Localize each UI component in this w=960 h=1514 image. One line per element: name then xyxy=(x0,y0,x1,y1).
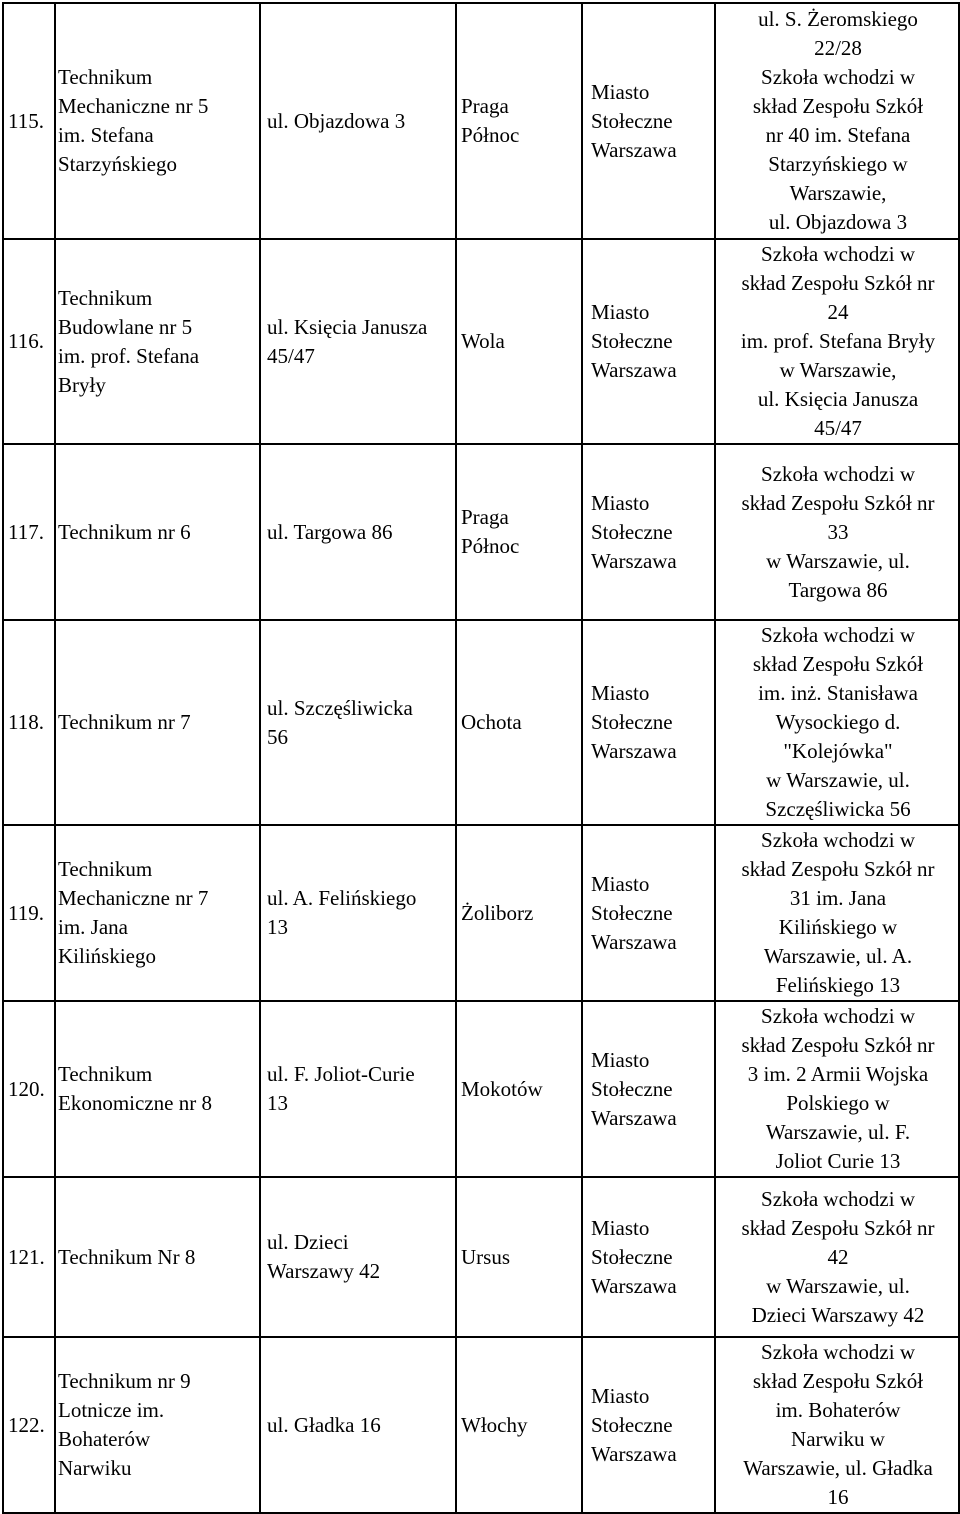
school-note xyxy=(715,239,959,444)
school-address-line: 13 xyxy=(267,1091,288,1115)
school-name-line: Narwiku xyxy=(58,1456,132,1480)
row-number: 122. xyxy=(3,1337,55,1513)
school-city-line: Stołeczne xyxy=(591,108,673,133)
school-name-line: Technikum xyxy=(58,65,153,89)
school-name xyxy=(55,1337,260,1513)
school-note-line: Wysockiego d. xyxy=(775,710,901,734)
school-note xyxy=(715,620,959,825)
school-city-line: Miasto xyxy=(591,1215,650,1240)
school-note-line: 16 xyxy=(827,1485,849,1509)
school-address-line: ul. Targowa 86 xyxy=(267,519,393,544)
school-note-line: Warszawie, ul. A. xyxy=(763,944,913,968)
school-name-line: Ekonomiczne nr 8 xyxy=(58,1091,212,1115)
school-city xyxy=(582,825,715,1001)
school-note-line: skład Zespołu Szkół xyxy=(752,94,924,118)
school-address-line: ul. A. Felińskiego xyxy=(267,886,417,910)
school-city-line: Miasto xyxy=(591,871,650,896)
school-city xyxy=(582,1337,715,1513)
school-note-line: Szczęśliwicka 56 xyxy=(765,797,911,821)
school-city-line: Stołeczne xyxy=(591,519,673,544)
school-address xyxy=(260,825,456,1001)
school-name-line: Starzyńskiego xyxy=(58,152,177,176)
school-district-line: Ochota xyxy=(461,710,522,734)
school-note-line: 24 xyxy=(827,300,849,324)
school-address xyxy=(260,1337,456,1513)
school-note-line: Warszawie, ul. F. xyxy=(765,1120,911,1144)
school-district-line: Północ xyxy=(461,123,520,147)
school-note-line: 31 im. Jana xyxy=(789,886,887,910)
school-note-line: 33 xyxy=(827,519,849,544)
school-name xyxy=(55,1177,260,1337)
school-name-line: Budowlane nr 5 xyxy=(58,314,193,339)
school-name xyxy=(55,239,260,444)
school-note xyxy=(715,825,959,1001)
school-district-line: Praga xyxy=(461,94,509,118)
row-number: 115. xyxy=(3,3,55,239)
school-note-line: im. inż. Stanisława xyxy=(758,681,918,705)
school-note-line: Targowa 86 xyxy=(788,577,888,602)
school-name xyxy=(55,620,260,825)
school-district xyxy=(456,1001,582,1177)
school-note-line: 3 im. 2 Armii Wojska xyxy=(747,1062,929,1086)
school-note-line: Szkoła wchodzi w xyxy=(761,1004,915,1028)
school-note-line: w Warszawie, ul. xyxy=(766,1273,910,1298)
school-note-line: im. Bohaterów xyxy=(775,1398,901,1422)
school-note-line: Kilińskiego w xyxy=(778,915,898,939)
school-district-line: Wola xyxy=(461,329,505,353)
school-city-line: Miasto xyxy=(591,1047,650,1072)
school-district xyxy=(456,239,582,444)
school-city-line: Warszawa xyxy=(591,929,677,954)
school-city-line: Miasto xyxy=(591,1383,650,1408)
school-note-line: skład Zespołu Szkół xyxy=(752,1369,924,1393)
school-note-line: Szkoła wchodzi w xyxy=(761,242,915,266)
school-district-line: Ursus xyxy=(461,1244,511,1269)
row-number: 116. xyxy=(3,239,55,444)
school-note-line: Szkoła wchodzi w xyxy=(761,623,915,647)
school-address-line: ul. Gładka 16 xyxy=(267,1412,381,1437)
row-number: 121. xyxy=(3,1177,55,1337)
school-note-line: Polskiego w xyxy=(786,1091,890,1115)
school-city-line: Warszawa xyxy=(591,137,677,162)
school-address-line: 56 xyxy=(267,724,288,749)
school-note-line: Joliot Curie 13 xyxy=(775,1149,901,1173)
table-row xyxy=(3,1001,959,1177)
table-row xyxy=(3,3,959,239)
school-city xyxy=(582,620,715,825)
row-number: 120. xyxy=(3,1001,55,1177)
school-district-line: Mokotów xyxy=(461,1076,543,1101)
school-city xyxy=(582,3,715,239)
school-name xyxy=(55,3,260,239)
school-district xyxy=(456,620,582,825)
school-note-line: Starzyńskiego w xyxy=(768,152,908,176)
school-city-line: Warszawa xyxy=(591,1441,677,1466)
school-note xyxy=(715,1177,959,1337)
school-district xyxy=(456,1337,582,1513)
school-note-line: Dzieci Warszawy 42 xyxy=(751,1302,925,1327)
school-note-line: Szkoła wchodzi w xyxy=(761,1340,915,1364)
school-note-line: w Warszawie, ul. xyxy=(766,768,910,792)
school-note-line: skład Zespołu Szkół nr xyxy=(741,1033,935,1057)
school-city-line: Stołeczne xyxy=(591,1076,673,1101)
school-city-line: Stołeczne xyxy=(591,1412,673,1437)
school-note-line: Warszawie, ul. Gładka xyxy=(743,1456,933,1480)
school-name-line: Technikum xyxy=(58,857,153,881)
table-row xyxy=(3,444,959,620)
school-city xyxy=(582,1177,715,1337)
school-district-line: Północ xyxy=(461,534,520,558)
school-address xyxy=(260,620,456,825)
school-note-line: 42 xyxy=(827,1244,849,1269)
school-address xyxy=(260,1001,456,1177)
school-note-line: ul. S. Żeromskiego xyxy=(758,7,918,31)
school-note-line: Felińskiego 13 xyxy=(775,973,901,997)
school-name xyxy=(55,444,260,620)
school-name-line: Bohaterów xyxy=(58,1427,151,1451)
school-address xyxy=(260,1177,456,1337)
school-note-line: Szkoła wchodzi w xyxy=(761,828,915,852)
school-district-line: Włochy xyxy=(461,1412,528,1437)
school-city xyxy=(582,239,715,444)
school-note-line: skład Zespołu Szkół nr xyxy=(741,490,935,515)
school-city-line: Warszawa xyxy=(591,1105,677,1130)
school-name-line: Mechaniczne nr 7 xyxy=(58,886,209,910)
school-note-line: Narwiku w xyxy=(791,1427,885,1451)
table-row xyxy=(3,825,959,1001)
school-address-line: ul. Księcia Janusza xyxy=(267,314,428,339)
table-row xyxy=(3,1337,959,1513)
school-city xyxy=(582,1001,715,1177)
school-name xyxy=(55,1001,260,1177)
school-note-line: 22/28 xyxy=(814,36,862,60)
school-address-line: 13 xyxy=(267,915,288,939)
school-address xyxy=(260,3,456,239)
school-note-line: w Warszawie, ul. xyxy=(766,548,910,573)
school-district xyxy=(456,444,582,620)
school-city-line: Stołeczne xyxy=(591,900,673,925)
school-name-line: Technikum xyxy=(58,285,153,310)
school-note-line: ul. Księcia Janusza xyxy=(757,387,919,411)
school-city xyxy=(582,444,715,620)
school-address xyxy=(260,239,456,444)
school-city-line: Miasto xyxy=(591,300,650,324)
school-city-line: Miasto xyxy=(591,681,650,705)
school-city-line: Stołeczne xyxy=(591,1244,673,1269)
school-note-line: w Warszawie, xyxy=(779,358,897,382)
school-name-line: im. Jana xyxy=(58,915,128,939)
school-note-line: skład Zespołu Szkół nr xyxy=(741,1215,935,1240)
school-note-line: skład Zespołu Szkół xyxy=(752,652,924,676)
row-number: 117. xyxy=(3,444,55,620)
school-address xyxy=(260,444,456,620)
school-note xyxy=(715,1001,959,1177)
school-name-line: Technikum nr 6 xyxy=(58,519,191,544)
schools-table xyxy=(2,2,960,1514)
school-city-line: Warszawa xyxy=(591,548,677,573)
school-address-line: 45/47 xyxy=(267,343,315,368)
school-address-line: ul. Objazdowa 3 xyxy=(267,108,406,133)
school-name-line: Mechaniczne nr 5 xyxy=(58,94,209,118)
school-note-line: nr 40 im. Stefana xyxy=(765,123,911,147)
school-district xyxy=(456,3,582,239)
school-city-line: Warszawa xyxy=(591,739,677,763)
school-name-line: Kilińskiego xyxy=(58,944,156,968)
school-note xyxy=(715,3,959,239)
school-district xyxy=(456,825,582,1001)
school-name xyxy=(55,825,260,1001)
school-city-line: Miasto xyxy=(591,490,650,515)
school-note-line: "Kolejówka" xyxy=(783,739,893,763)
school-note xyxy=(715,1337,959,1513)
school-name-line: im. prof. Stefana xyxy=(58,343,200,368)
school-city-line: Warszawa xyxy=(591,358,677,382)
school-name-line: Technikum nr 7 xyxy=(58,710,191,734)
row-number: 119. xyxy=(3,825,55,1001)
school-note-line: ul. Objazdowa 3 xyxy=(768,210,908,234)
school-note-line: Szkoła wchodzi w xyxy=(761,65,915,89)
school-note-line: 45/47 xyxy=(814,416,862,440)
row-number: 118. xyxy=(3,620,55,825)
school-city-line: Stołeczne xyxy=(591,710,673,734)
school-name-line: Bryły xyxy=(58,372,106,397)
school-note-line: Szkoła wchodzi w xyxy=(761,1186,915,1211)
school-note xyxy=(715,444,959,620)
school-city-line: Warszawa xyxy=(591,1273,677,1298)
table-row xyxy=(3,239,959,444)
school-name-line: Technikum xyxy=(58,1062,153,1086)
school-district-line: Żoliborz xyxy=(461,900,534,925)
school-address-line: ul. F. Joliot-Curie xyxy=(267,1062,415,1086)
school-city-line: Stołeczne xyxy=(591,329,673,353)
school-address-line: ul. Dzieci xyxy=(267,1230,349,1254)
school-note-line: Warszawie, xyxy=(789,181,887,205)
school-address-line: ul. Szczęśliwicka xyxy=(267,695,413,720)
table-row xyxy=(3,1177,959,1337)
school-note-line: Szkoła wchodzi w xyxy=(761,461,915,486)
school-note-line: skład Zespołu Szkół nr xyxy=(741,857,935,881)
school-note-line: skład Zespołu Szkół nr xyxy=(741,271,935,295)
school-address-line: Warszawy 42 xyxy=(267,1259,381,1283)
table-row xyxy=(3,620,959,825)
school-name-line: im. Stefana xyxy=(58,123,154,147)
school-note-line: im. prof. Stefana Bryły xyxy=(740,329,936,353)
school-name-line: Technikum Nr 8 xyxy=(58,1244,196,1269)
school-city-line: Miasto xyxy=(591,79,650,104)
school-district xyxy=(456,1177,582,1337)
school-name-line: Technikum nr 9 xyxy=(58,1369,191,1393)
school-district-line: Praga xyxy=(461,505,509,529)
school-name-line: Lotnicze im. xyxy=(58,1398,165,1422)
